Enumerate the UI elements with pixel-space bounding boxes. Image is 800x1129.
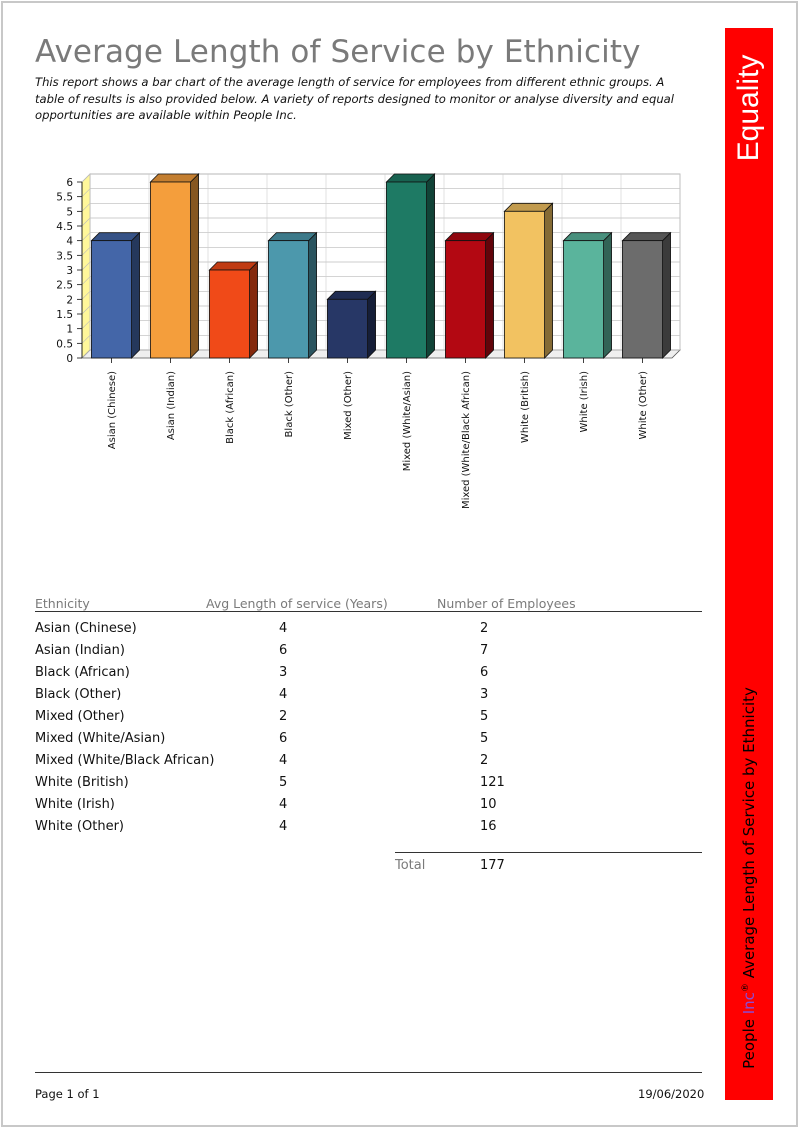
cell-ethnicity: White (British) [35,775,129,790]
report-title: Average Length of Service by Ethnicity [35,34,641,70]
cell-ethnicity: Black (Other) [35,687,122,702]
bar-top [268,233,316,241]
bar-side [663,233,671,358]
cell-ethnicity: Black (African) [35,665,130,680]
y-tick-label: 4 [66,235,73,248]
bar [209,270,249,358]
header-employee-count: Number of Employees [437,596,576,611]
bar-top [504,203,552,211]
bar-top [386,174,434,182]
y-tick-label: 6 [66,177,73,189]
x-category-label: Black (African) [225,371,236,444]
cell-avg-service: 4 [279,797,288,812]
cell-employee-count: 2 [480,753,489,768]
table-row [35,731,702,753]
page-number: Page 1 of 1 [35,1087,100,1101]
cell-ethnicity: Mixed (Other) [35,709,125,724]
total-value: 177 [480,858,505,873]
sidebar-category-label: Equality [732,54,765,162]
y-tick-label: 0.5 [56,338,73,351]
table-row [35,687,702,709]
bar-side [191,174,199,358]
y-tick-label: 0 [66,353,73,365]
bar-side [132,233,140,358]
x-category-label: White (British) [520,371,531,444]
sidebar-category [725,28,773,188]
bar-top [445,233,493,241]
total-divider [395,852,702,853]
y-tick-label: 1.5 [56,309,73,321]
table-row [35,775,702,797]
bar [327,299,367,358]
bar-top [91,233,139,241]
bar-side [250,262,258,358]
x-category-label: Asian (Chinese) [107,371,118,450]
x-category-label: Mixed (White/Asian) [402,371,413,472]
x-category-label: White (Other) [638,371,649,440]
table-body [35,621,702,841]
cell-avg-service: 6 [279,643,288,658]
y-tick-label: 5 [66,206,73,219]
y-tick-label: 3 [66,265,73,277]
bar [445,241,485,358]
y-tick-label: 1 [66,323,73,336]
bar-chart-svg [40,160,700,520]
cell-ethnicity: Mixed (White/Asian) [35,731,166,746]
cell-employee-count: 121 [480,775,505,790]
bar-side [486,233,494,358]
cell-ethnicity: White (Other) [35,819,124,834]
cell-ethnicity: Asian (Indian) [35,643,125,658]
bar [504,211,544,358]
cell-avg-service: 4 [279,621,288,636]
results-table [35,596,702,881]
bar [563,241,603,358]
cell-avg-service: 2 [279,709,288,724]
cell-avg-service: 4 [279,753,288,768]
table-row [35,819,702,841]
header-ethnicity: Ethnicity [35,596,90,611]
bar-side [368,291,376,358]
cell-avg-service: 6 [279,731,288,746]
bar-side [545,203,553,358]
cell-avg-service: 3 [279,665,288,680]
bar [91,241,131,358]
cell-ethnicity: White (Irish) [35,797,115,812]
cell-employee-count: 2 [480,621,489,636]
y-tick-label: 3.5 [56,250,73,263]
header-avg-service: Avg Length of service (Years) [206,596,388,611]
table-row [35,709,702,731]
cell-ethnicity: Asian (Chinese) [35,621,137,636]
cell-ethnicity: Mixed (White/Black African) [35,753,215,768]
sidebar-banner [725,28,773,1100]
bar [622,241,662,358]
cell-avg-service: 4 [279,687,288,702]
table-row [35,797,702,819]
sidebar-report-title: Average Length of Service by Ethnicity [740,687,758,984]
x-category-label: Mixed (Other) [343,371,354,440]
brand-registered: ® [741,983,751,993]
table-row [35,643,702,665]
cell-employee-count: 5 [480,709,489,724]
table-row [35,753,702,775]
bar [150,182,190,358]
sidebar-report-label [740,687,758,1069]
y-tick-label: 2.5 [56,279,73,292]
bar-chart [40,160,700,520]
report-date: 19/06/2020 [638,1087,705,1101]
bar-top [150,174,198,182]
bar-side [309,233,317,358]
bar-top [563,233,611,241]
total-label: Total [395,858,426,873]
bar [386,182,426,358]
x-category-label: White (Irish) [579,371,590,433]
x-category-label: Mixed (White/Black African) [461,371,472,510]
y-tick-label: 5.5 [56,191,73,204]
table-header [35,596,702,612]
bar-top [209,262,257,270]
header-divider [35,611,702,612]
cell-employee-count: 7 [480,643,489,658]
table-total [35,841,702,881]
cell-employee-count: 5 [480,731,489,746]
y-tick-label: 2 [66,294,73,307]
bar-side [604,233,612,358]
bar-top [622,233,670,241]
brand-people: People [740,1014,758,1069]
brand-inc: Inc [740,992,758,1015]
table-row [35,665,702,687]
report-description: This report shows a bar chart of the average length of service for employees from different ethnic groups. A table of results is also provided below. A variety of reports designed to monitor or analyse diversity and equal opportunities are available within People Inc. [35,75,674,122]
table-row [35,621,702,643]
cell-employee-count: 10 [480,797,497,812]
x-category-label: Black (Other) [284,371,295,438]
cell-employee-count: 16 [480,819,497,834]
cell-employee-count: 3 [480,687,489,702]
y-tick-label: 4.5 [56,221,73,233]
x-category-label: Asian (Indian) [166,371,177,441]
cell-employee-count: 6 [480,665,489,680]
bar-top [327,291,375,299]
cell-avg-service: 5 [279,775,288,790]
cell-avg-service: 4 [279,819,288,834]
bar [268,241,308,358]
bar-side [427,174,435,358]
sidebar-report-name [725,668,773,1088]
footer-divider [35,1072,702,1073]
